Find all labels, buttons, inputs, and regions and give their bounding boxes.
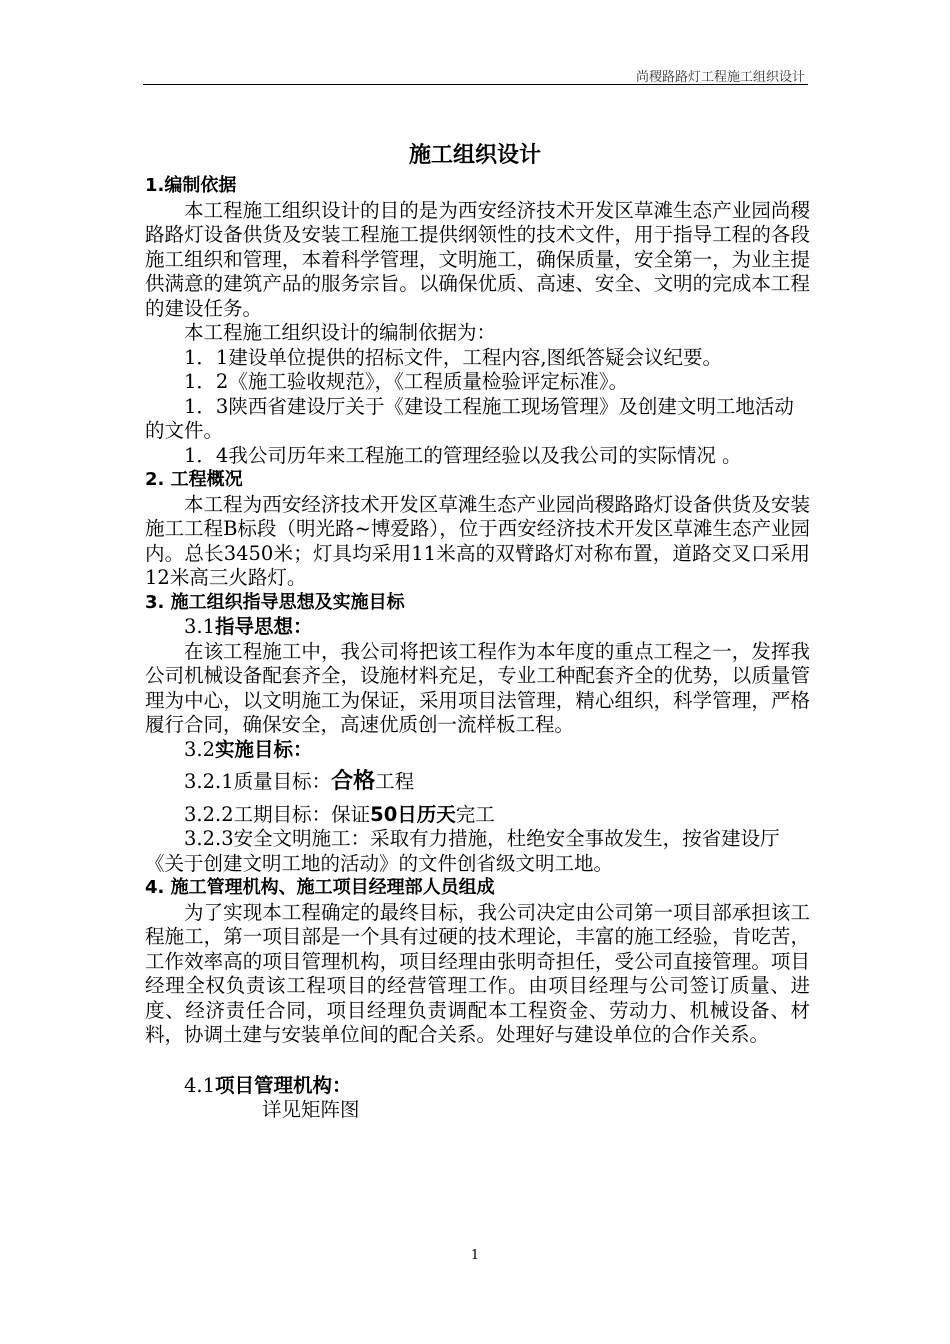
section-4-heading: 4. 施工管理机构、施工项目经理部人员组成 bbox=[145, 877, 495, 898]
schedule-goal bbox=[145, 803, 810, 828]
subsection-3-1-heading bbox=[145, 615, 810, 640]
section-2-paragraph: 本工程为西安经济技术开发区草滩生态产业园尚稷路路灯设备供货及安装施工工程B标段（明光路~博爱路），位于西安经济技术开发区草滩生态产业园内。总长3450米；灯具均采用11米高的双臂路灯对称布置，道路交叉口采用12米高三火路灯。 bbox=[145, 492, 810, 589]
page-number: 1 bbox=[470, 1248, 480, 1263]
subsection-4-1-heading bbox=[145, 1074, 810, 1099]
header-divider bbox=[143, 84, 808, 85]
subsection-3-1-label: 指导思想： bbox=[215, 615, 313, 638]
quality-goal-suffix: 工程 bbox=[375, 770, 415, 793]
document-body bbox=[145, 174, 810, 1123]
quality-goal-value: 合格 bbox=[331, 769, 376, 794]
basis-item-1: 1．1建设单位提供的招标文件，工程内容,图纸答疑会议纪要。 bbox=[184, 345, 723, 369]
subsection-4-1-number: 4.1 bbox=[184, 1073, 216, 1097]
subsection-4-1-label: 项目管理机构： bbox=[215, 1073, 352, 1097]
section-1-paragraph: 本工程施工组织设计的目的是为西安经济技术开发区草滩生态产业园尚稷路路灯设备供货及安装工程施工提供纲领性的技术文件，用于指导工程的各段施工组织和管理，本着科学管理，文明施工，确保质量，安全第一，为业主提供满意的建筑产品的服务宗旨。以确保优质、高速、安全、文明的完成本工程的建设任务。 bbox=[145, 198, 810, 320]
section-3-heading: 3. 施工组织指导思想及实施目标 bbox=[145, 591, 405, 613]
section-2-heading: 2. 工程概况 bbox=[145, 469, 243, 490]
matrix-reference: 详见矩阵图 bbox=[262, 1098, 360, 1121]
safety-goal: 3.2.3安全文明施工：采取有力措施，杜绝安全事故发生，按省建设厅《关于创建文明工地的活动》的文件创省级文明工地。 bbox=[145, 827, 780, 875]
schedule-goal-prefix: 3.2.2工期目标：保证 bbox=[184, 802, 371, 826]
basis-item-3: 1．3陕西省建设厅关于《建设工程施工现场管理》及创建文明工地活动的文件。 bbox=[145, 394, 794, 442]
schedule-goal-value: 50日历天 bbox=[370, 802, 456, 826]
quality-goal bbox=[145, 770, 810, 795]
subsection-3-1-number: 3.1 bbox=[184, 615, 216, 638]
quality-goal-prefix: 3.2.1质量目标： bbox=[184, 770, 332, 793]
basis-item-2: 1．2《施工验收规范》，《工程质量检验评定标准》。 bbox=[184, 370, 629, 393]
schedule-goal-suffix: 完工 bbox=[455, 802, 495, 826]
subsection-3-2-number: 3.2 bbox=[184, 737, 216, 761]
subsection-3-1-paragraph: 在该工程施工中，我公司将把该工程作为本年度的重点工程之一，发挥我公司机械设备配套齐全，设施材料充足，专业工种配套齐全的优势，以质量管理为中心，以文明施工为保证，采用项目法管理，精心组织，科学管理，严格履行合同，确保安全，高速优质创一流样板工程。 bbox=[145, 639, 810, 736]
subsection-3-2-label: 实施目标： bbox=[215, 737, 313, 761]
running-header: 尚稷路路灯工程施工组织设计 bbox=[635, 70, 805, 85]
subsection-3-2-heading bbox=[145, 738, 810, 763]
basis-item-4: 1．4我公司历年来工程施工的管理经验以及我公司的实际情况 。 bbox=[184, 443, 742, 467]
section-1-basis-intro: 本工程施工组织设计的编制依据为： bbox=[184, 321, 497, 344]
section-4-paragraph: 为了实现本工程确定的最终目标，我公司决定由公司第一项目部承担该工程施工，第一项目部是一个具有过硬的技术理论，丰富的施工经验，肯吃苦，工作效率高的项目管理机构，项目经理由张明奇担任，受公司直接管理。项目经理全权负责该工程项目的经营管理工作。由项目经理与公司签订质量、进度、经济责任合同，项目经理负责调配本工程资金、劳动力、机械设备、材料，协调土建与安装单位间的配合关系。处理好与建设单位的合作关系。 bbox=[145, 900, 810, 1046]
document-title: 施工组织设计 bbox=[408, 143, 541, 168]
section-1-heading: 1.编制依据 bbox=[145, 175, 237, 196]
